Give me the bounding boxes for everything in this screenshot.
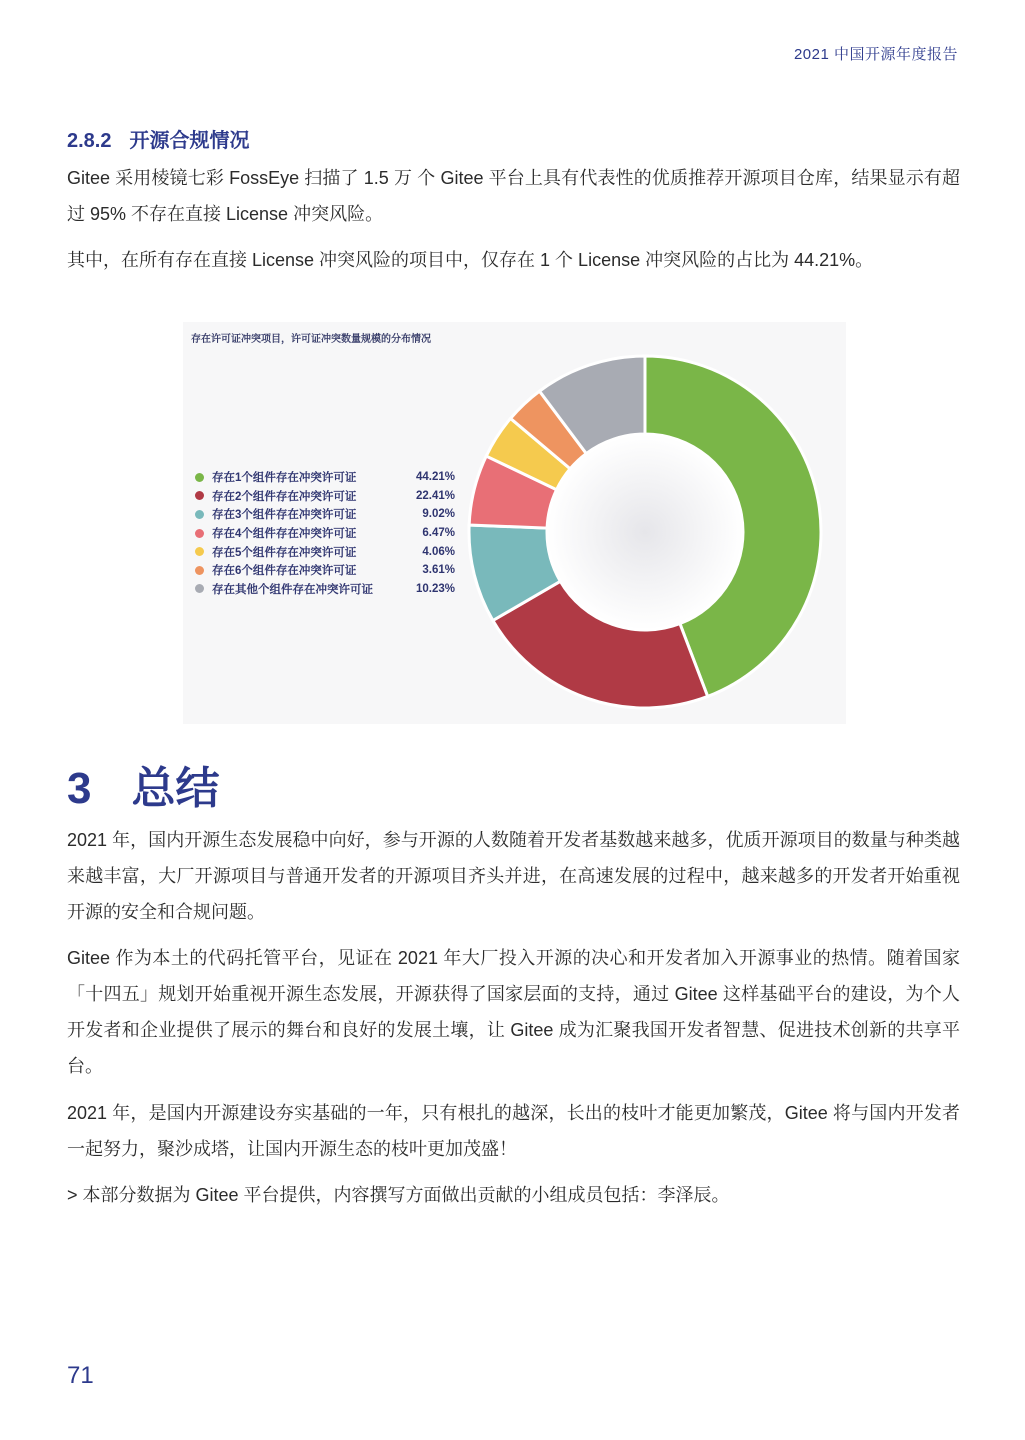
legend-label: 存在6个组件存在冲突许可证 — [212, 565, 357, 578]
paragraph-summary-gitee: Gitee 作为本土的代码托管平台，见证在 2021 年大厂投入开源的决心和开发者加入开源事业的热情。随着国家「十四五」规划开始重视开源生态发展，开源获得了国家层面的支持，通过 Gitee 这样基础平台的建设，为个人开发者和企业提供了展示的舞台和良好的发展土壤，让 Gitee 成为汇聚我国开发者智慧、促进技术创新的共享平台。 — [67, 948, 960, 1076]
paragraph-conflict-ratio: 其中，在所有存在直接 License 冲突风险的项目中，仅存在 1 个 License 冲突风险的占比为 44.21%。 — [67, 250, 874, 270]
paragraph-scan-summary: Gitee 采用棱镜七彩 FossEye 扫描了 1.5 万 个 Gitee 平台上具有代表性的优质推荐开源项目仓库，结果显示有超过 95% 不存在直接 License 冲突风险。 — [67, 168, 960, 224]
legend-value: 6.47% — [422, 527, 455, 540]
legend-value: 3.61% — [422, 564, 455, 577]
subsection-title: 开源合规情况 — [129, 130, 250, 152]
section-title: 总结 — [131, 764, 220, 813]
license-conflict-chart — [183, 322, 846, 724]
running-header: 2021 中国开源年度报告 — [793, 46, 958, 63]
subsection-number: 2.8.2 — [67, 130, 112, 152]
legend-value: 10.23% — [415, 582, 455, 595]
donut-chart — [183, 322, 846, 724]
legend-value: 9.02% — [422, 508, 455, 521]
legend-label: 存在4个组件存在冲突许可证 — [212, 528, 357, 541]
paragraph-contributors-note: > 本部分数据为 Gitee 平台提供，内容撰写方面做出贡献的小组成员包括：李泽辰。 — [67, 1185, 730, 1205]
page-number: 71 — [67, 1362, 94, 1389]
paragraph-summary-outlook: 2021 年，是国内开源建设夯实基础的一年，只有根扎的越深，长出的枝叶才能更加繁茂，Gitee 将与国内开发者一起努力，聚沙成塔，让国内开源生态的枝叶更加茂盛！ — [67, 1103, 960, 1159]
legend-value: 22.41% — [415, 489, 455, 502]
paragraph-summary-ecosystem: 2021 年，国内开源生态发展稳中向好，参与开源的人数随着开发者基数越来越多，优质开源项目的数量与种类越来越丰富，大厂开源项目与普通开发者的开源项目齐头并进，在高速发展的过程中，越来越多的开发者开始重视开源的安全和合规问题。 — [67, 830, 960, 922]
legend-label: 存在2个组件存在冲突许可证 — [212, 490, 357, 503]
section-heading — [67, 752, 219, 816]
chart-title: 存在许可证冲突项目，许可证冲突数量规模的分布情况 — [191, 334, 431, 345]
legend-value: 4.06% — [422, 545, 455, 558]
legend-label: 存在其他个组件存在冲突许可证 — [212, 583, 373, 596]
legend-value: 44.21% — [415, 471, 455, 484]
legend-label: 存在1个组件存在冲突许可证 — [212, 472, 357, 485]
subsection-heading — [67, 124, 249, 153]
legend-label: 存在5个组件存在冲突许可证 — [212, 546, 357, 559]
legend-label: 存在3个组件存在冲突许可证 — [212, 509, 357, 522]
section-number: 3 — [67, 764, 92, 813]
